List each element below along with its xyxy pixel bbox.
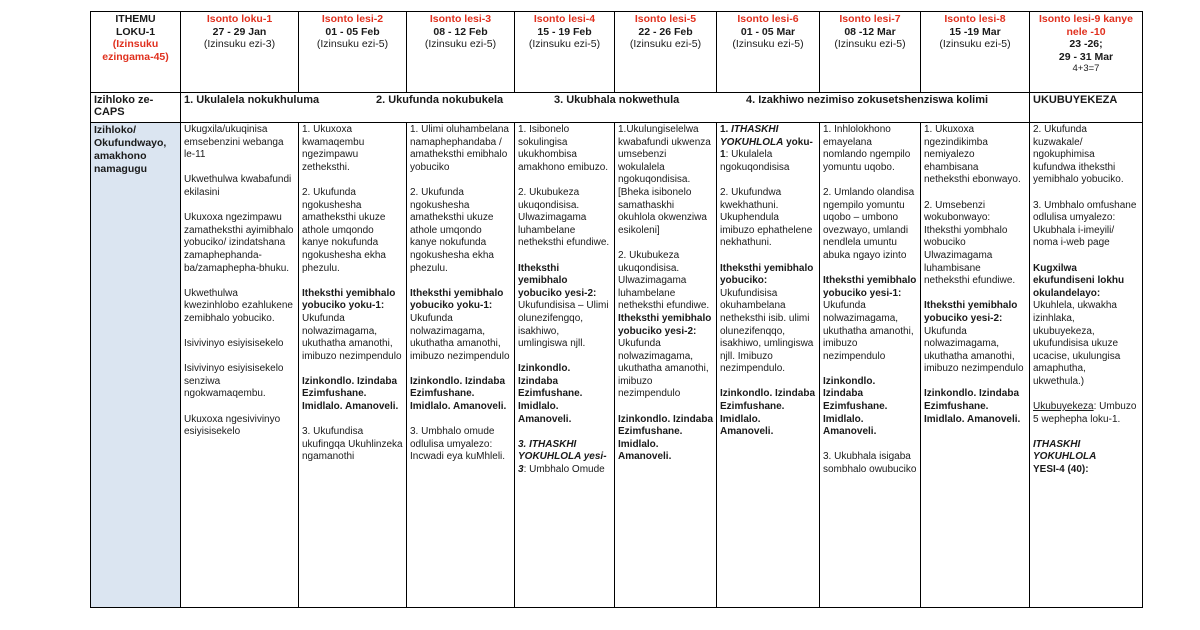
content-para: 2. Umlando olandisa ngempilo yomuntu uqobo – umbono ovezwayo, umlandi nendlela umuntu abuka ngayo izinto	[823, 186, 915, 261]
assessment-task-text: : Umbhalo Omude	[523, 464, 605, 476]
caps-skill-4: 4. Izakhiwo nezimiso zokusetshenziswa kolimi	[746, 94, 989, 106]
assessment-task-number: YESI-4 (40):	[1033, 464, 1089, 476]
content-para: Isivivinyo esiyisisekelo	[184, 338, 284, 350]
week-days: (Izinsuku ezi-5)	[939, 38, 1011, 50]
content-para: Isivivinyo esiyisisekelo senziwa ngokwamaqembu.	[184, 363, 284, 400]
literary-text-heading: Itheksthi yemibhalo yobuciko yesi-2:	[924, 300, 1018, 324]
week-6-content	[717, 123, 820, 608]
content-para: 1.Ukulungiselelwa kwabafundi ukwenza umsebenzi wokulalela ngokuqondisisa. [Bheka isibonelo samathaskhi okuhlola okwenziwa esikoleni]	[618, 124, 711, 236]
caps-skills	[181, 93, 1030, 123]
genres: Izinkondlo. Izindaba Ezimfushane. Imidlalo. Amanoveli.	[618, 413, 713, 463]
genres: Izinkondlo. Izindaba Ezimfushane. Imidlalo. Amanoveli.	[823, 375, 888, 438]
week-9-10-content	[1030, 123, 1143, 608]
focus-heading: Kugxilwa ekufundiseni lokhu okulandelayo:	[1033, 262, 1125, 299]
content-para: 1. Inhlolokhono emayelana nomlando ngempilo yomuntu uqobo.	[823, 124, 911, 173]
literary-text-body: Ukufunda nolwazimagama, ukuthatha amanothi, imibuzo nezimpendulo	[924, 325, 1024, 375]
week-title: Isonto lesi-3	[429, 13, 492, 25]
row-label-line-2: Okufundwayo,	[94, 137, 167, 149]
week-title: Isonto lesi-8	[944, 13, 1006, 25]
week-3-content	[407, 123, 515, 608]
content-para: Ukuxoxa ngesivivinyo esiyisisekelo	[184, 413, 281, 438]
week-header-4	[515, 12, 615, 93]
week-dates-line-2: 29 - 31 Mar	[1058, 50, 1114, 63]
literary-text-heading: Itheksthi yemibhalo yobuciko yesi-2:	[618, 312, 712, 337]
content-row	[91, 123, 1143, 608]
content-para	[410, 288, 511, 364]
content-para: Ukuxoxa ngezimpawu zamatheksthi ayimibhalo yobuciko/ izindatshana zamaphephanda-ba/zamaphepha-bhuku.	[184, 212, 294, 274]
week-header-9-10	[1030, 12, 1143, 93]
content-para: 1. Isibonelo sokulingisa ukukhombisa amakhono emibuzo.	[518, 124, 609, 173]
content-para: 3. Umbhalo omfushane odlulisa umyalezo: Ukubhala i-imeyili/ noma i-web page	[1033, 199, 1137, 249]
literary-text-heading: Itheksthi yemibhalo yobuciko yoku-1:	[302, 287, 396, 312]
week-header-1	[181, 12, 299, 93]
week-days: (Izinsuku ezi-5)	[528, 38, 601, 50]
genres: Izinkondlo. Izindaba Ezimfushane. Imidlalo. Amanoveli.	[518, 363, 583, 425]
literary-text-body: Ukufundisisa okuhambelana netheksthi isib. ulimi olunezifenqqo, isakhiwo, umlingiswa njll. Imibuzo nezimpendulo.	[720, 287, 814, 375]
content-para: 1. Ukuxoxa kwamaqembu ngezimpawu zetheksthi.	[302, 124, 365, 173]
content-para	[1033, 401, 1139, 426]
content-para	[302, 288, 403, 364]
content-para: 2. Ukufunda kuzwakale/ ngokuphimisa kufundwa itheksthi yemibhalo yobuciko.	[1033, 124, 1124, 186]
week-dates: 15 - 19 Feb	[537, 25, 592, 38]
literary-text-heading: Itheksthi yemibhalo yobuciko yesi-1:	[823, 275, 917, 299]
content-para: 2. Ukubukeza ukuqondisisa. Ulwazimagama luhambelane netheksthi efundiwe.	[618, 249, 710, 312]
literary-text-body: Ukufunda nolwazimagama, ukuthatha amanothi, imibuzo nezimpendulo	[302, 312, 402, 362]
week-header-8	[921, 12, 1030, 93]
caps-skill-2: 2. Ukufunda nokubukela	[376, 94, 504, 106]
header-row	[91, 12, 1143, 93]
content-para	[924, 300, 1026, 376]
theme-line-1: ITHEMU	[115, 13, 156, 25]
work-schedule-table	[90, 11, 1143, 608]
theme-line-3: (Izinsuku	[112, 38, 159, 50]
week-days: (Izinsuku ezi-5)	[834, 38, 906, 50]
content-para: 1. Ukuxoxa ngezindikimba nemiyalezo ehambisana netheksthi ebonwayo.	[924, 124, 1021, 186]
week-title: Isonto lesi-6	[737, 13, 799, 25]
week-title: Isonto lesi-7	[839, 13, 901, 25]
review-label: Ukubuyekeza	[1033, 401, 1094, 413]
week-title-line-2: nele -10	[1066, 25, 1106, 38]
content-para	[518, 439, 611, 477]
content-para: 3. Umbhalo omude odlulisa umyalezo: Incwadi eya kuMhleli.	[410, 426, 506, 463]
assessment-task-number: yoku-1	[720, 136, 813, 161]
content-para	[618, 313, 713, 401]
week-dates: 15 -19 Mar	[949, 25, 1001, 38]
genres: Izinkondlo. Izindaba Ezimfushane. Imidlalo. Amanoveli.	[720, 388, 815, 438]
week-days: (Izinsuku ezi-5)	[629, 38, 702, 50]
week-days-note: 4+3=7	[1072, 63, 1100, 74]
week-dates: 27 - 29 Jan	[212, 25, 267, 38]
item-number: 1.	[720, 124, 732, 135]
content-para: 3. Ukufundisa ukufingqa Ukuhlinzeka ngamanothi	[302, 426, 403, 463]
row-label-line-1: Izihloko/	[94, 124, 136, 136]
content-para: 2. Ukufunda ngokushesha amatheksthi ukuze athole umqondo kanye nokufunda ngokushesha ekha phezulu.	[410, 186, 494, 274]
week-1-content	[181, 123, 299, 608]
focus-body: Ukuhlela, ukwakha izinhlaka, ukubuyekeza, ukufundisisa ukuze ucacise, ukulungisa amaphutha, ukwethula.)	[1033, 300, 1121, 387]
week-title: Isonto lesi-4	[533, 13, 596, 25]
week-header-6	[717, 12, 820, 93]
week-header-5	[615, 12, 717, 93]
caps-row	[91, 93, 1143, 123]
literary-text-heading: Itheksthi yemibhalo yobuciko:	[720, 262, 814, 287]
assessment-task-label: 3. ITHASKHI YOKUHLOLA yesi-3	[518, 438, 607, 476]
content-para: 2. Umsebenzi wokubonwayo: Itheksthi yombhalo wobuciko Ulwazimagama luhambisane netheksthi efundiwe.	[924, 199, 1016, 287]
week-header-7	[820, 12, 921, 93]
theme-line-4: ezingama-45)	[102, 50, 169, 63]
genres: Izinkondlo. Izindaba Ezimfushane. Imidlalo. Amanoveli.	[302, 375, 399, 413]
caps-skill-3: 3. Ukubhala nokwethula	[554, 94, 680, 106]
literary-text-body: Ukufunda nolwazimagama, ukuthatha amanothi, imibuzo nezimpendulo	[410, 312, 510, 362]
caps-label: Izihloko ze-CAPS	[91, 93, 181, 123]
week-dates: 22 - 26 Feb	[638, 25, 693, 38]
row-label-line-4: namagugu	[94, 163, 148, 175]
week-2-content	[299, 123, 407, 608]
content-para	[823, 275, 917, 363]
content-para	[518, 263, 611, 351]
content-para	[1033, 439, 1139, 477]
literary-text-heading: Itheksthi yemibhalo yobuciko yesi-2:	[518, 262, 597, 299]
content-para: 2. Ukufunda ngokushesha amatheksthi ukuze athole umqondo kanye nokufunda ngokushesha ekha phezulu.	[302, 186, 386, 274]
row-label-line-3: amakhono	[94, 150, 147, 162]
week-days: (Izinsuku ezi-5)	[316, 38, 389, 50]
theme-line-2: LOKU-1	[115, 25, 156, 38]
week-header-2	[299, 12, 407, 93]
literary-text-body: Ukufunda nolwazimagama, ukuthatha amanothi, imibuzo nezimpendulo	[618, 338, 709, 400]
week-title-line-1: Isonto lesi-9 kanye	[1039, 13, 1133, 25]
week-8-content	[921, 123, 1030, 608]
week-days: (Izinsuku ezi-5)	[424, 38, 497, 50]
literary-text-heading: Itheksthi yemibhalo yobuciko yoku-1:	[410, 287, 504, 312]
assessment-task-text: : Ukulalela ngokuqondisisa	[720, 149, 790, 173]
genres: Izinkondlo. Izindaba Ezimfushane. Imidlalo. Amanoveli.	[410, 375, 507, 413]
literary-text-body: Ukufunda nolwazimagama, ukuthatha amanothi, imibuzo nezimpendulo	[823, 300, 914, 362]
content-para: 3. Ukubhala isigaba sombhalo owubuciko	[823, 451, 917, 476]
week-title: Isonto lesi-5	[634, 13, 697, 25]
week-days: (Izinsuku ezi-3)	[203, 38, 276, 50]
content-para	[1033, 263, 1139, 389]
week-7-content	[820, 123, 921, 608]
week-dates: 08 - 12 Feb	[433, 25, 488, 38]
genres: Izinkondlo. Izindaba Ezimfushane. Imidlalo. Amanoveli.	[924, 388, 1021, 425]
week-dates: 01 - 05 Feb	[325, 25, 380, 38]
week-title: Isonto lesi-2	[321, 13, 384, 25]
review-text: : Umbuzo 5 wephepha loku-1.	[1033, 401, 1137, 425]
content-para: 2. Ukufundwa kwekhathuni. Ukuphendula imibuzo ephathelene nekhathuni.	[720, 186, 813, 249]
theme-header	[91, 12, 181, 93]
literary-text-body: Ukufundisisa – Ulimi olunezifengqo, isakhiwo, umlingiswa njll.	[518, 300, 609, 350]
week-header-3	[407, 12, 515, 93]
caps-review: UKUBUYEKEZA	[1030, 93, 1143, 123]
assessment-task-label: ITHASKHI YOKUHLOLA	[720, 124, 784, 148]
content-para	[720, 263, 816, 376]
week-days: (Izinsuku ezi-5)	[732, 38, 804, 50]
content-para	[720, 124, 816, 174]
content-para: 1. Ulimi oluhambelana namaphephandaba / amatheksthi emibhalo yobuciko	[410, 124, 509, 173]
week-dates-line-1: 23 -26;	[1069, 38, 1103, 50]
week-dates: 01 - 05 Mar	[740, 25, 796, 38]
content-para: Ukwethulwa kwezinhlobo ezahlukene zemibhalo yobuciko.	[184, 287, 293, 324]
content-para: 2. Ukubukeza ukuqondisisa. Ulwazimagama luhambelane netheksthi efundiwe.	[518, 186, 610, 249]
content-para: Ukugxila/ukuqinisa emsebenzini webanga le-11	[184, 124, 284, 161]
row-label	[91, 123, 181, 608]
assessment-task-label: ITHASKHI YOKUHLOLA	[1033, 438, 1097, 463]
content-para: Ukwethulwa kwabafundi ekilasini	[184, 174, 292, 198]
week-5-content	[615, 123, 717, 608]
week-dates: 08 -12 Mar	[844, 25, 896, 38]
week-4-content	[515, 123, 615, 608]
week-title: Isonto loku-1	[206, 13, 273, 25]
caps-skill-1: 1. Ukulalela nokukhuluma	[184, 94, 320, 106]
